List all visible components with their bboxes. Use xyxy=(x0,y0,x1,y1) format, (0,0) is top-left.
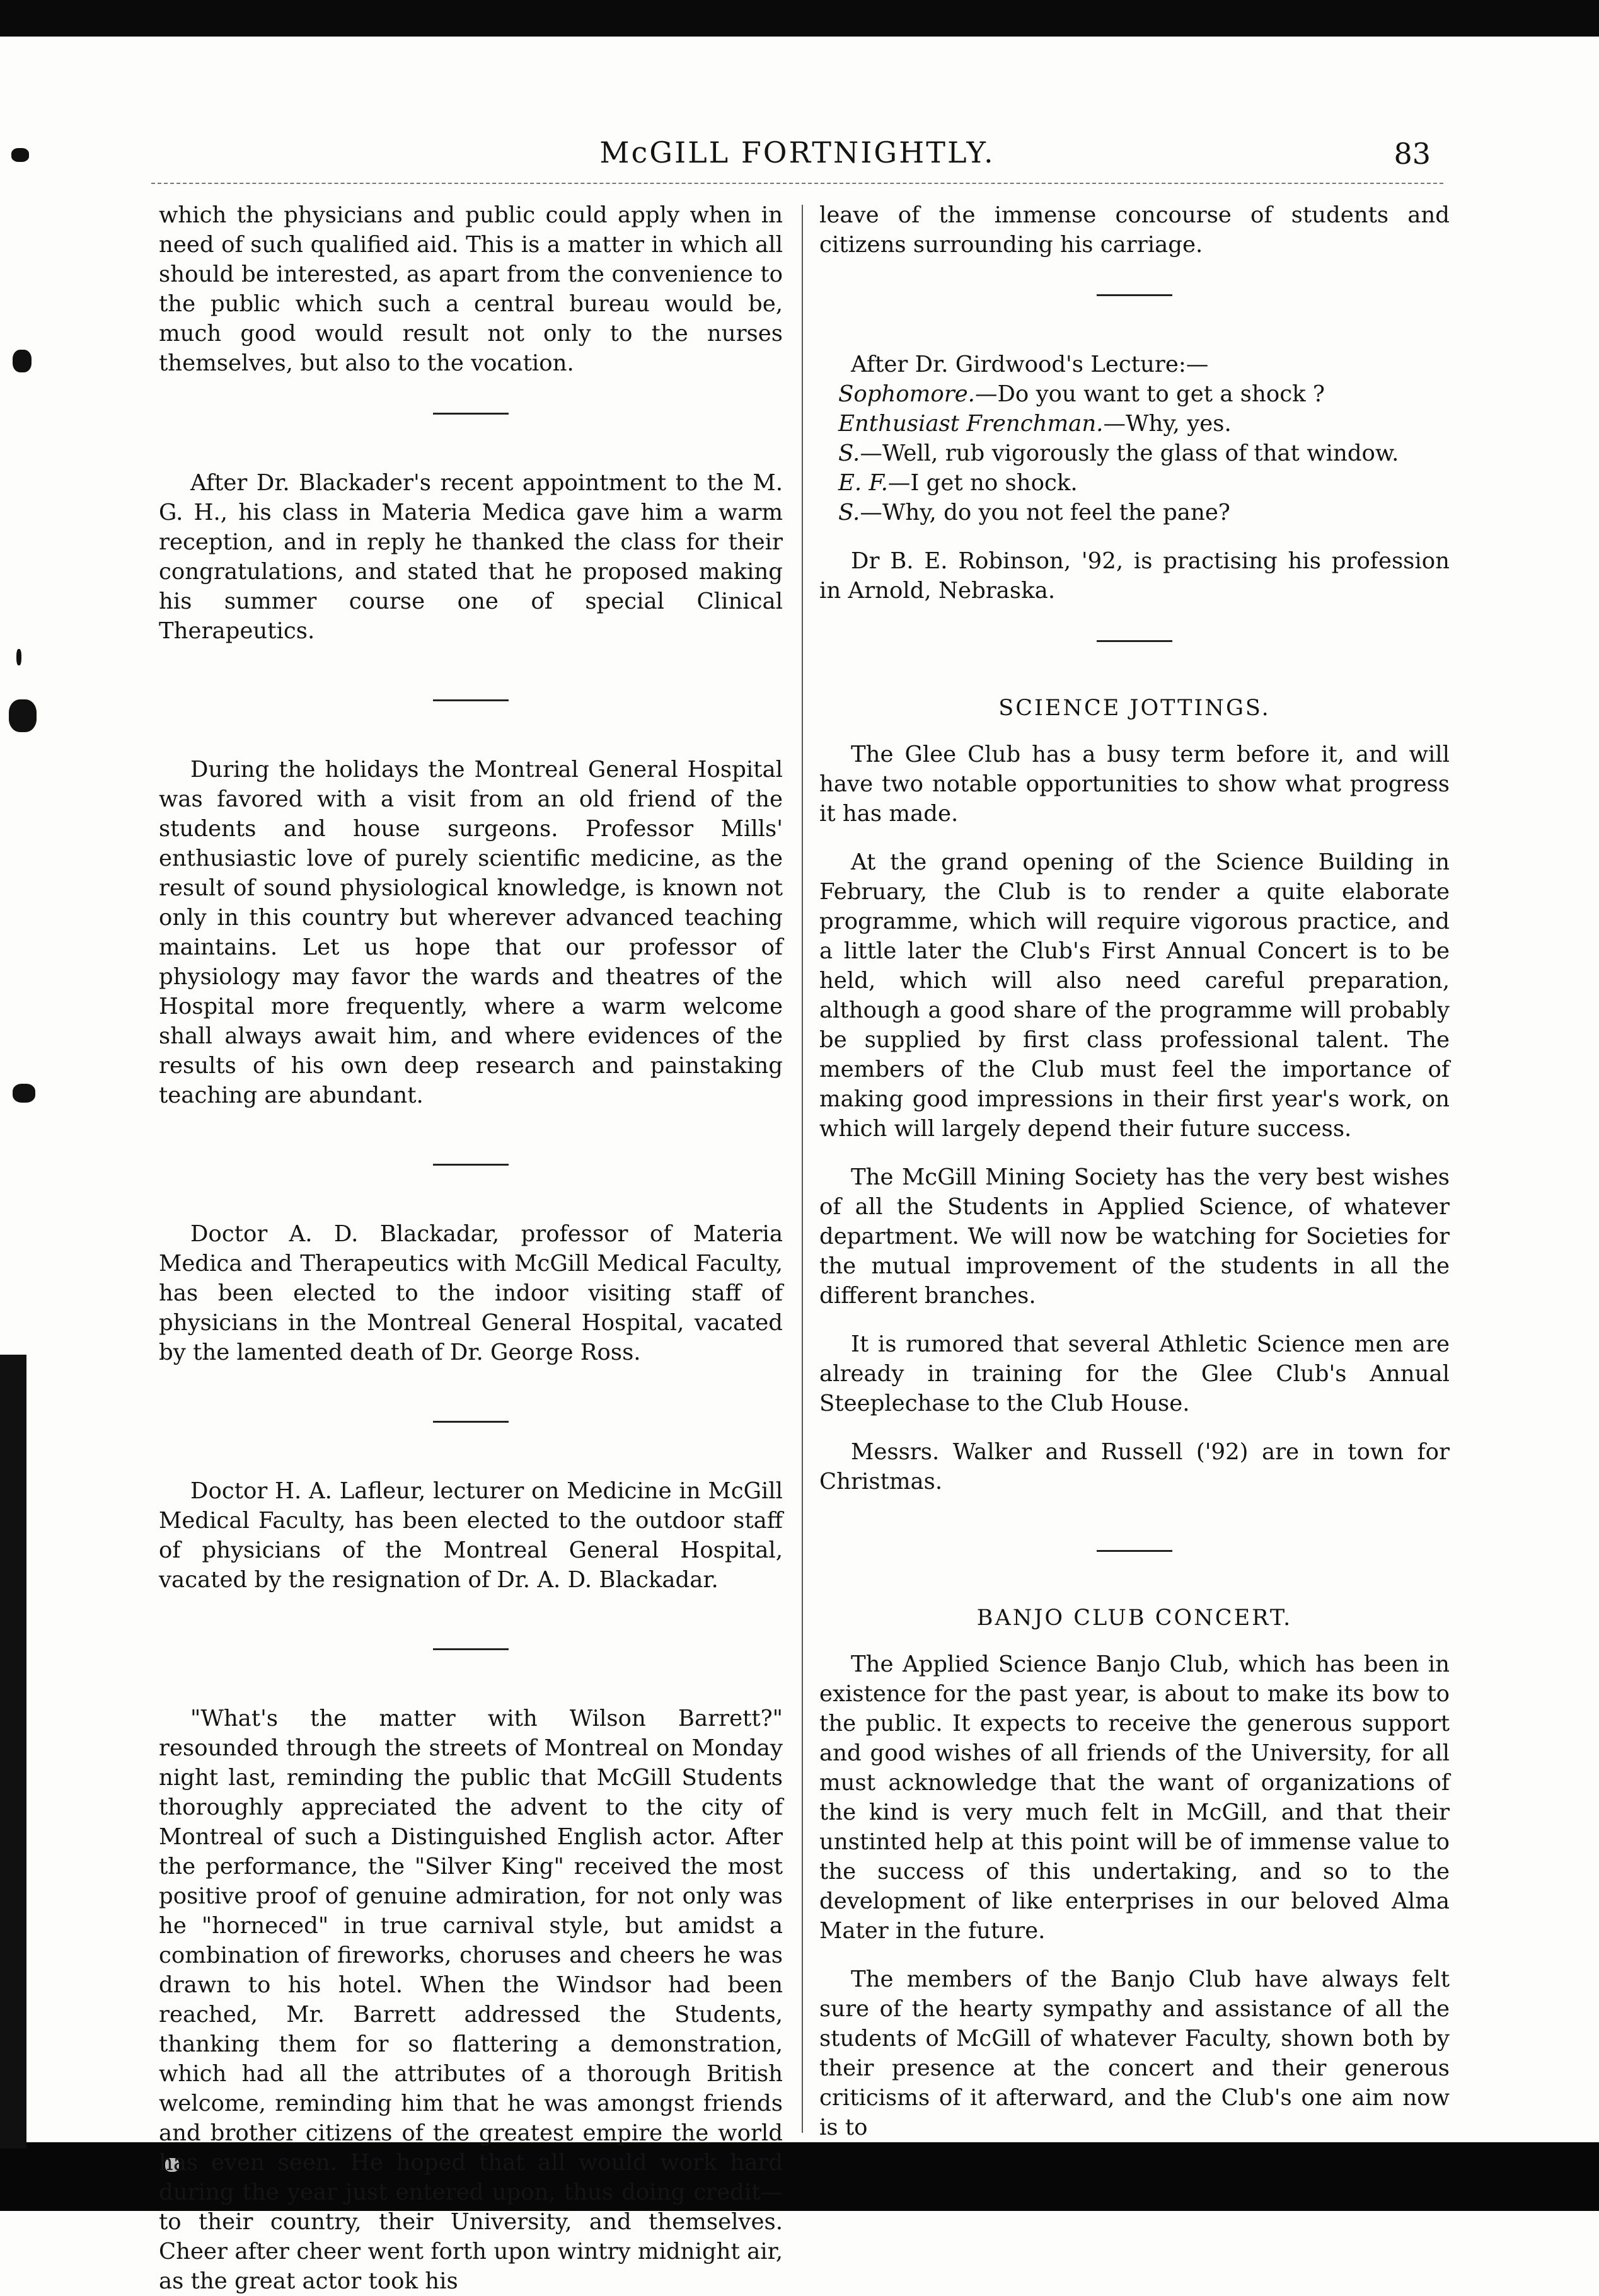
left-column xyxy=(159,200,783,2296)
dialogue-intro: After Dr. Girdwood's Lecture:— xyxy=(851,352,1209,377)
paragraph: During the holidays the Montreal General Hospital was favored with a visit from an old friend of the students and house surgeons. Professor Mills' enthusiastic love of purely scientific medicine, as the result of sound physiological knowledge, is known not only in this country but wherever advanced teaching maintains. Let us hope that our professor of physiology may favor the wards and theatres of the Hospital more frequently, where a warm welcome shall always await him, and where evidences of the results of his own deep research and painstaking teaching are abundant. xyxy=(159,757,783,1108)
scan-speck xyxy=(13,1084,35,1103)
paragraph: At the grand opening of the Science Building in February, the Club is to render a quite elaborate programme, which will require vigorous practice, and a little later the Club's First Annual Concert is to be held, which will also need careful preparation, although a good share of the programme will probably be supplied by first class professional talent. The members of the Club must feel the importance of making good impressions in their first year's work, on which will largely depend their future success. xyxy=(819,849,1450,1142)
page-number: 83 xyxy=(1394,137,1431,171)
section-heading: SCIENCE JOTTINGS. xyxy=(998,696,1271,721)
scan-speck xyxy=(13,350,32,372)
paragraph: The Applied Science Banjo Club, which has been in existence for the past year, is about to make its bow to the public. It expects to receive the generous support and good wishes of all friends of the University, for all must acknowledge that the want of organizations of the kind is very much felt in McGill, and that their unstinted help at this point will be of immense value to the success of this undertaking, and so to the development of like enterprises in our beloved Alma Mater in the future. xyxy=(819,1651,1450,1944)
scan-speck xyxy=(16,649,21,665)
dialogue-line: S.—Well, rub vigorously the glass of that window. xyxy=(838,440,1399,466)
paragraph: After Dr. Blackader's recent appointment to the M. G. H., his class in Materia Medica gave him a warm reception, and in reply he thanked the class for their congratulations, and stated that he proposed making his summer course one of special Clinical Therapeutics. xyxy=(159,470,783,644)
right-column xyxy=(819,200,1450,2142)
paragraph: which the physicians and public could apply when in need of such qualified aid. This is a matter in which all should be interested, as apart from the convenience to the public which such a central bureau would be, much good would result not only to the nurses themselves, but also to the vocation. xyxy=(159,202,783,376)
paragraph: Dr B. E. Robinson, '92, is practising his profession in Arnold, Nebraska. xyxy=(819,548,1450,604)
scan-top-border xyxy=(0,0,1599,37)
paragraph: leave of the immense concourse of students and citizens surrounding his carriage. xyxy=(819,202,1450,258)
paragraph: Messrs. Walker and Russell ('92) are in town for Christmas. xyxy=(819,1439,1450,1495)
paragraph: The Glee Club has a busy term before it, and will have two notable opportunities to show what progress it has made. xyxy=(819,742,1450,827)
scan-left-edge xyxy=(0,1355,26,2149)
dialogue-line: Sophomore.—Do you want to get a shock ? xyxy=(838,381,1325,407)
dialogue-line: S.—Why, do you not feel the pane? xyxy=(838,500,1230,525)
paragraph: Doctor A. D. Blackadar, professor of Materia Medica and Therapeutics with McGill Medical Faculty, has been elected to the indoor visiting staff of physicians in the Montreal General Hospital, vacated by the lamented death of Dr. George Ross. xyxy=(159,1221,783,1365)
dialogue-line: Enthusiast Frenchman.—Why, yes. xyxy=(838,411,1232,437)
paragraph: Doctor H. A. Lafleur, lecturer on Medicine in McGill Medical Faculty, has been elected to the outdoor staff of physicians of the Montreal General Hospital, vacated by the resignation of Dr. A. D. Blackadar. xyxy=(159,1478,783,1593)
scan-speck xyxy=(11,148,29,162)
page-title: McGILL FORTNIGHTLY. xyxy=(599,135,995,169)
column-divider xyxy=(802,205,803,2133)
header-rule xyxy=(151,183,1443,184)
paragraph: It is rumored that several Athletic Science men are already in training for the Glee Club's Annual Steeplechase to the Club House. xyxy=(819,1331,1450,1416)
scan-speck xyxy=(9,699,37,732)
paragraph: "What's the matter with Wilson Barrett?" resounded through the streets of Montreal on Monday night last, reminding the public that McGill Students thoroughly appreciated the advent to the city of Montreal of such a Distinguished English actor. After the performance, the "Silver King" received the most positive proof of genuine admiration, for not only was he "horneced" in true carnival style, but amidst a combination of fireworks, choruses and cheers he was drawn to his hotel. When the Windsor had been reached, Mr. Barrett addressed the Students, thanking them for so flattering a demonstration, which had all the attributes of a thorough British welcome, reminding him that he was amongst friends and brother citizens of the greatest empire the world has even seen. He hoped that all would work hard during the year just entered upon, thus doing credit—to their country, their University, and themselves. Cheer after cheer went forth upon wintry midnight air, as the great actor took his xyxy=(159,1706,783,2294)
section-heading: BANJO CLUB CONCERT. xyxy=(976,1605,1293,1631)
dialogue-line: E. F.—I get no shock. xyxy=(838,470,1078,496)
paragraph: The McGill Mining Society has the very best wishes of all the Students in Applied Science, of whatever department. We will now be watching for Societies for the mutual improvement of the students in all the different branches. xyxy=(819,1164,1450,1309)
paragraph: The members of the Banjo Club have always felt sure of the hearty sympathy and assistance of all the students of McGill of whatever Faculty, shown both by their presence at the concert and their generous criticisms of it afterward, and the Club's one aim now is to xyxy=(819,1966,1450,2140)
page-header xyxy=(164,135,1431,180)
